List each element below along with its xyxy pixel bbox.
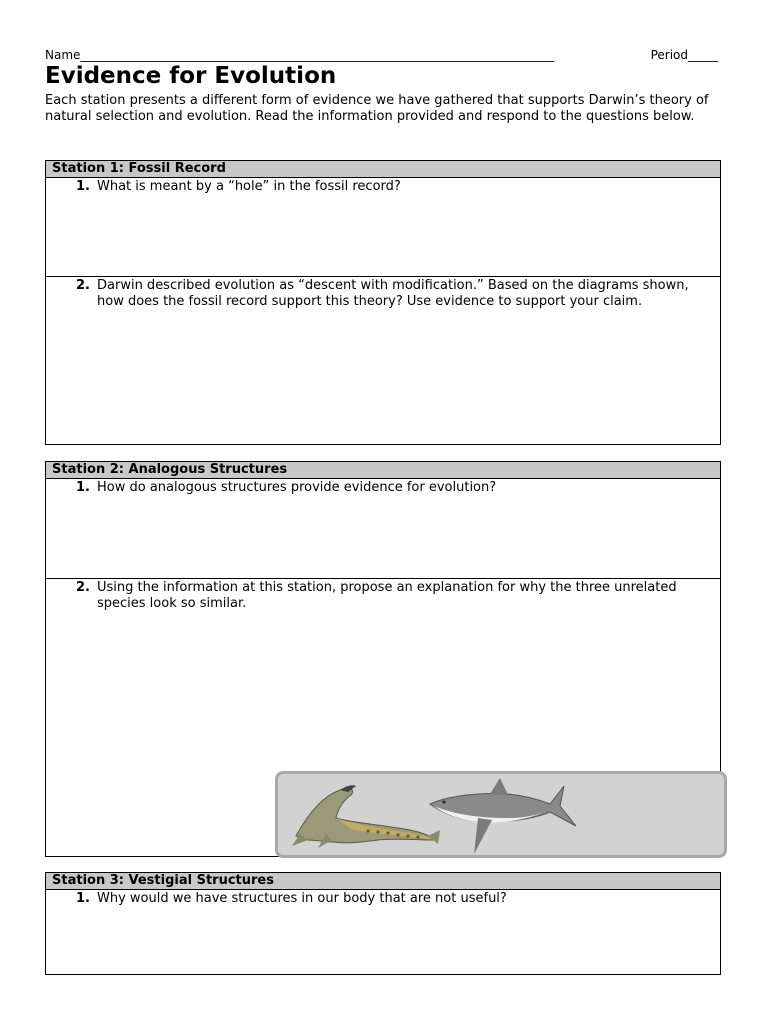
intro-paragraph: Each station presents a different form of evidence we have gathered that supports Darwin’s theory of natural selection and evolution. Read the information provided and respond to the questions below. [45,93,709,124]
name-field[interactable]: Name_______________________________________________________________________________ [45,48,555,62]
station-2-question-1[interactable] [46,479,720,579]
analogous-species-image-panel [275,771,727,858]
shark-illustration [430,778,576,854]
station-2-header: Station 2: Analogous Structures [46,462,720,479]
station-3-question-1[interactable] [46,890,720,974]
station-3-table [45,872,721,975]
marine-reptile-illustration [292,785,440,848]
station-1-question-1[interactable] [46,178,720,277]
station-3-header: Station 3: Vestigial Structures [46,873,720,890]
question-text: Darwin described evolution as “descent with modification.” Based on the diagrams shown, how does the fossil record support this theory? Use evidence to support your claim. [97,278,689,309]
question-text: What is meant by a “hole” in the fossil record? [97,179,401,194]
question-text: Why would we have structures in our body that are not useful? [97,891,507,906]
name-period-line [45,48,718,62]
question-text: Using the information at this station, propose an explanation for why the three unrelated species look so similar. [97,580,677,611]
question-text: How do analogous structures provide evidence for evolution? [97,480,497,495]
page-title: Evidence for Evolution [45,63,337,89]
question-number: 2. [76,580,90,595]
station-1-question-2[interactable] [46,277,720,444]
station-1-header: Station 1: Fossil Record [46,161,720,178]
species-illustrations [278,774,724,855]
period-field[interactable]: Period_____ [650,48,718,62]
station-1-table [45,160,721,445]
question-number: 1. [76,891,90,906]
question-number: 1. [76,480,90,495]
question-number: 2. [76,278,90,293]
question-number: 1. [76,179,90,194]
